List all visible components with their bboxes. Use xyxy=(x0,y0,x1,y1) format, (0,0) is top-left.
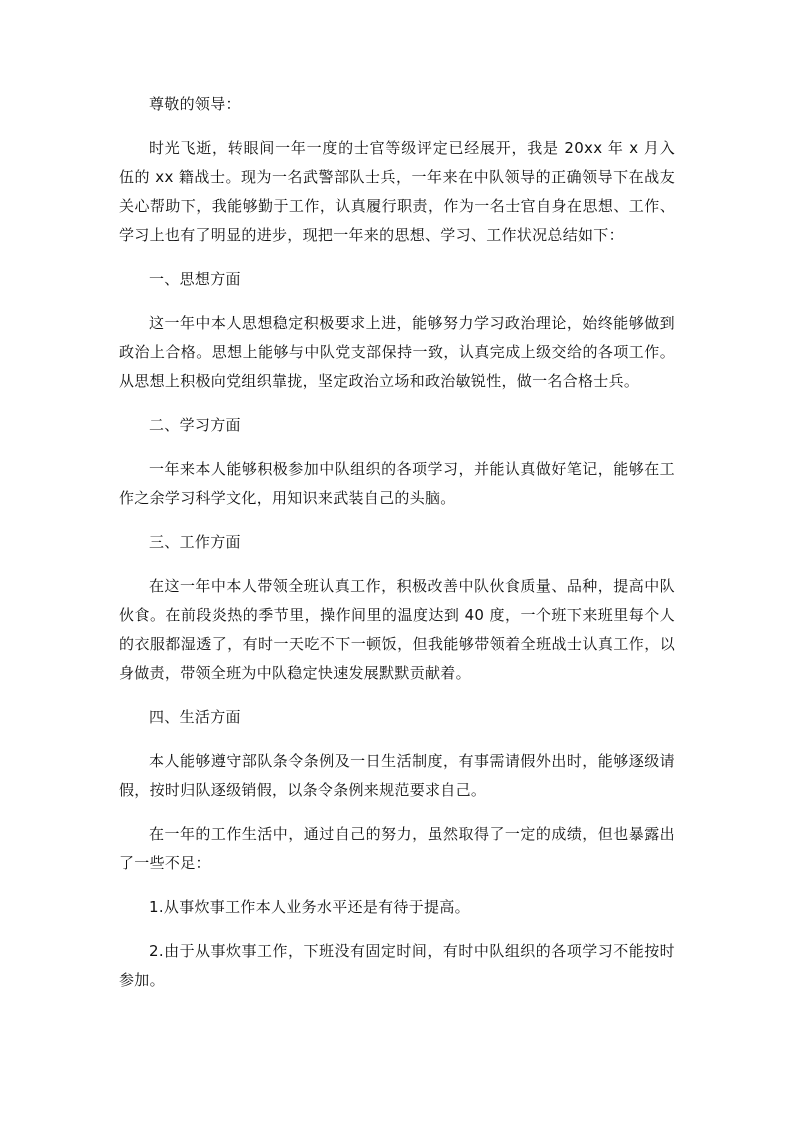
intro-paragraph: 时光飞逝，转眼间一年一度的士官等级评定已经展开，我是 20xx 年 x 月入伍的 xx 籍战士。现为一名武警部队士兵，一年来在中队领导的正确领导下在战友关心帮助下，我能够勤于工作，认真履行职责，作为一名士官自身在思想、工作、学习上也有了明显的进步，现把一年来的思想、学习、工作状况总结如下： xyxy=(119,139,675,244)
section-heading-thought: 一、思想方面 xyxy=(149,270,241,288)
section-body-study: 一年来本人能够积极参加中队组织的各项学习，并能认真做好笔记，能够在工作之余学习科学文化，用知识来武装自己的头脑。 xyxy=(119,460,675,507)
document-body xyxy=(119,90,675,1010)
greeting: 尊敬的领导： xyxy=(149,95,241,113)
section-body-work: 在这一年中本人带领全班认真工作，积极改善中队伙食质量、品种，提高中队伙食。在前段炎热的季节里，操作间里的温度达到 40 度，一个班下来班里每个人的衣服都湿透了，有时一天吃不下一顿饭，但我能够带领着全班战士认真工作，以身做责，带领全班为中队稳定快速发展默默贡献着。 xyxy=(119,577,675,682)
section-heading-life: 四、生活方面 xyxy=(149,708,241,726)
section-heading-study: 二、学习方面 xyxy=(149,416,241,434)
section-body-thought: 这一年中本人思想稳定积极要求上进，能够努力学习政治理论，始终能够做到政治上合格。思想上能够与中队党支部保持一致，认真完成上级交给的各项工作。从思想上积极向党组织靠拢，坚定政治立场和政治敏锐性，做一名合格士兵。 xyxy=(119,314,675,390)
shortcoming-item-2: 2.由于从事炊事工作，下班没有固定时间，有时中队组织的各项学习不能按时参加。 xyxy=(119,942,675,989)
shortcomings-intro: 在一年的工作生活中，通过自己的努力，虽然取得了一定的成绩，但也暴露出了一些不足： xyxy=(119,825,675,872)
section-body-life: 本人能够遵守部队条令条例及一日生活制度，有事需请假外出时，能够逐级请假，按时归队逐级销假，以条令条例来规范要求自己。 xyxy=(119,752,675,799)
section-heading-work: 三、工作方面 xyxy=(149,533,241,551)
shortcoming-item-1: 1.从事炊事工作本人业务水平还是有待于提高。 xyxy=(149,898,470,916)
